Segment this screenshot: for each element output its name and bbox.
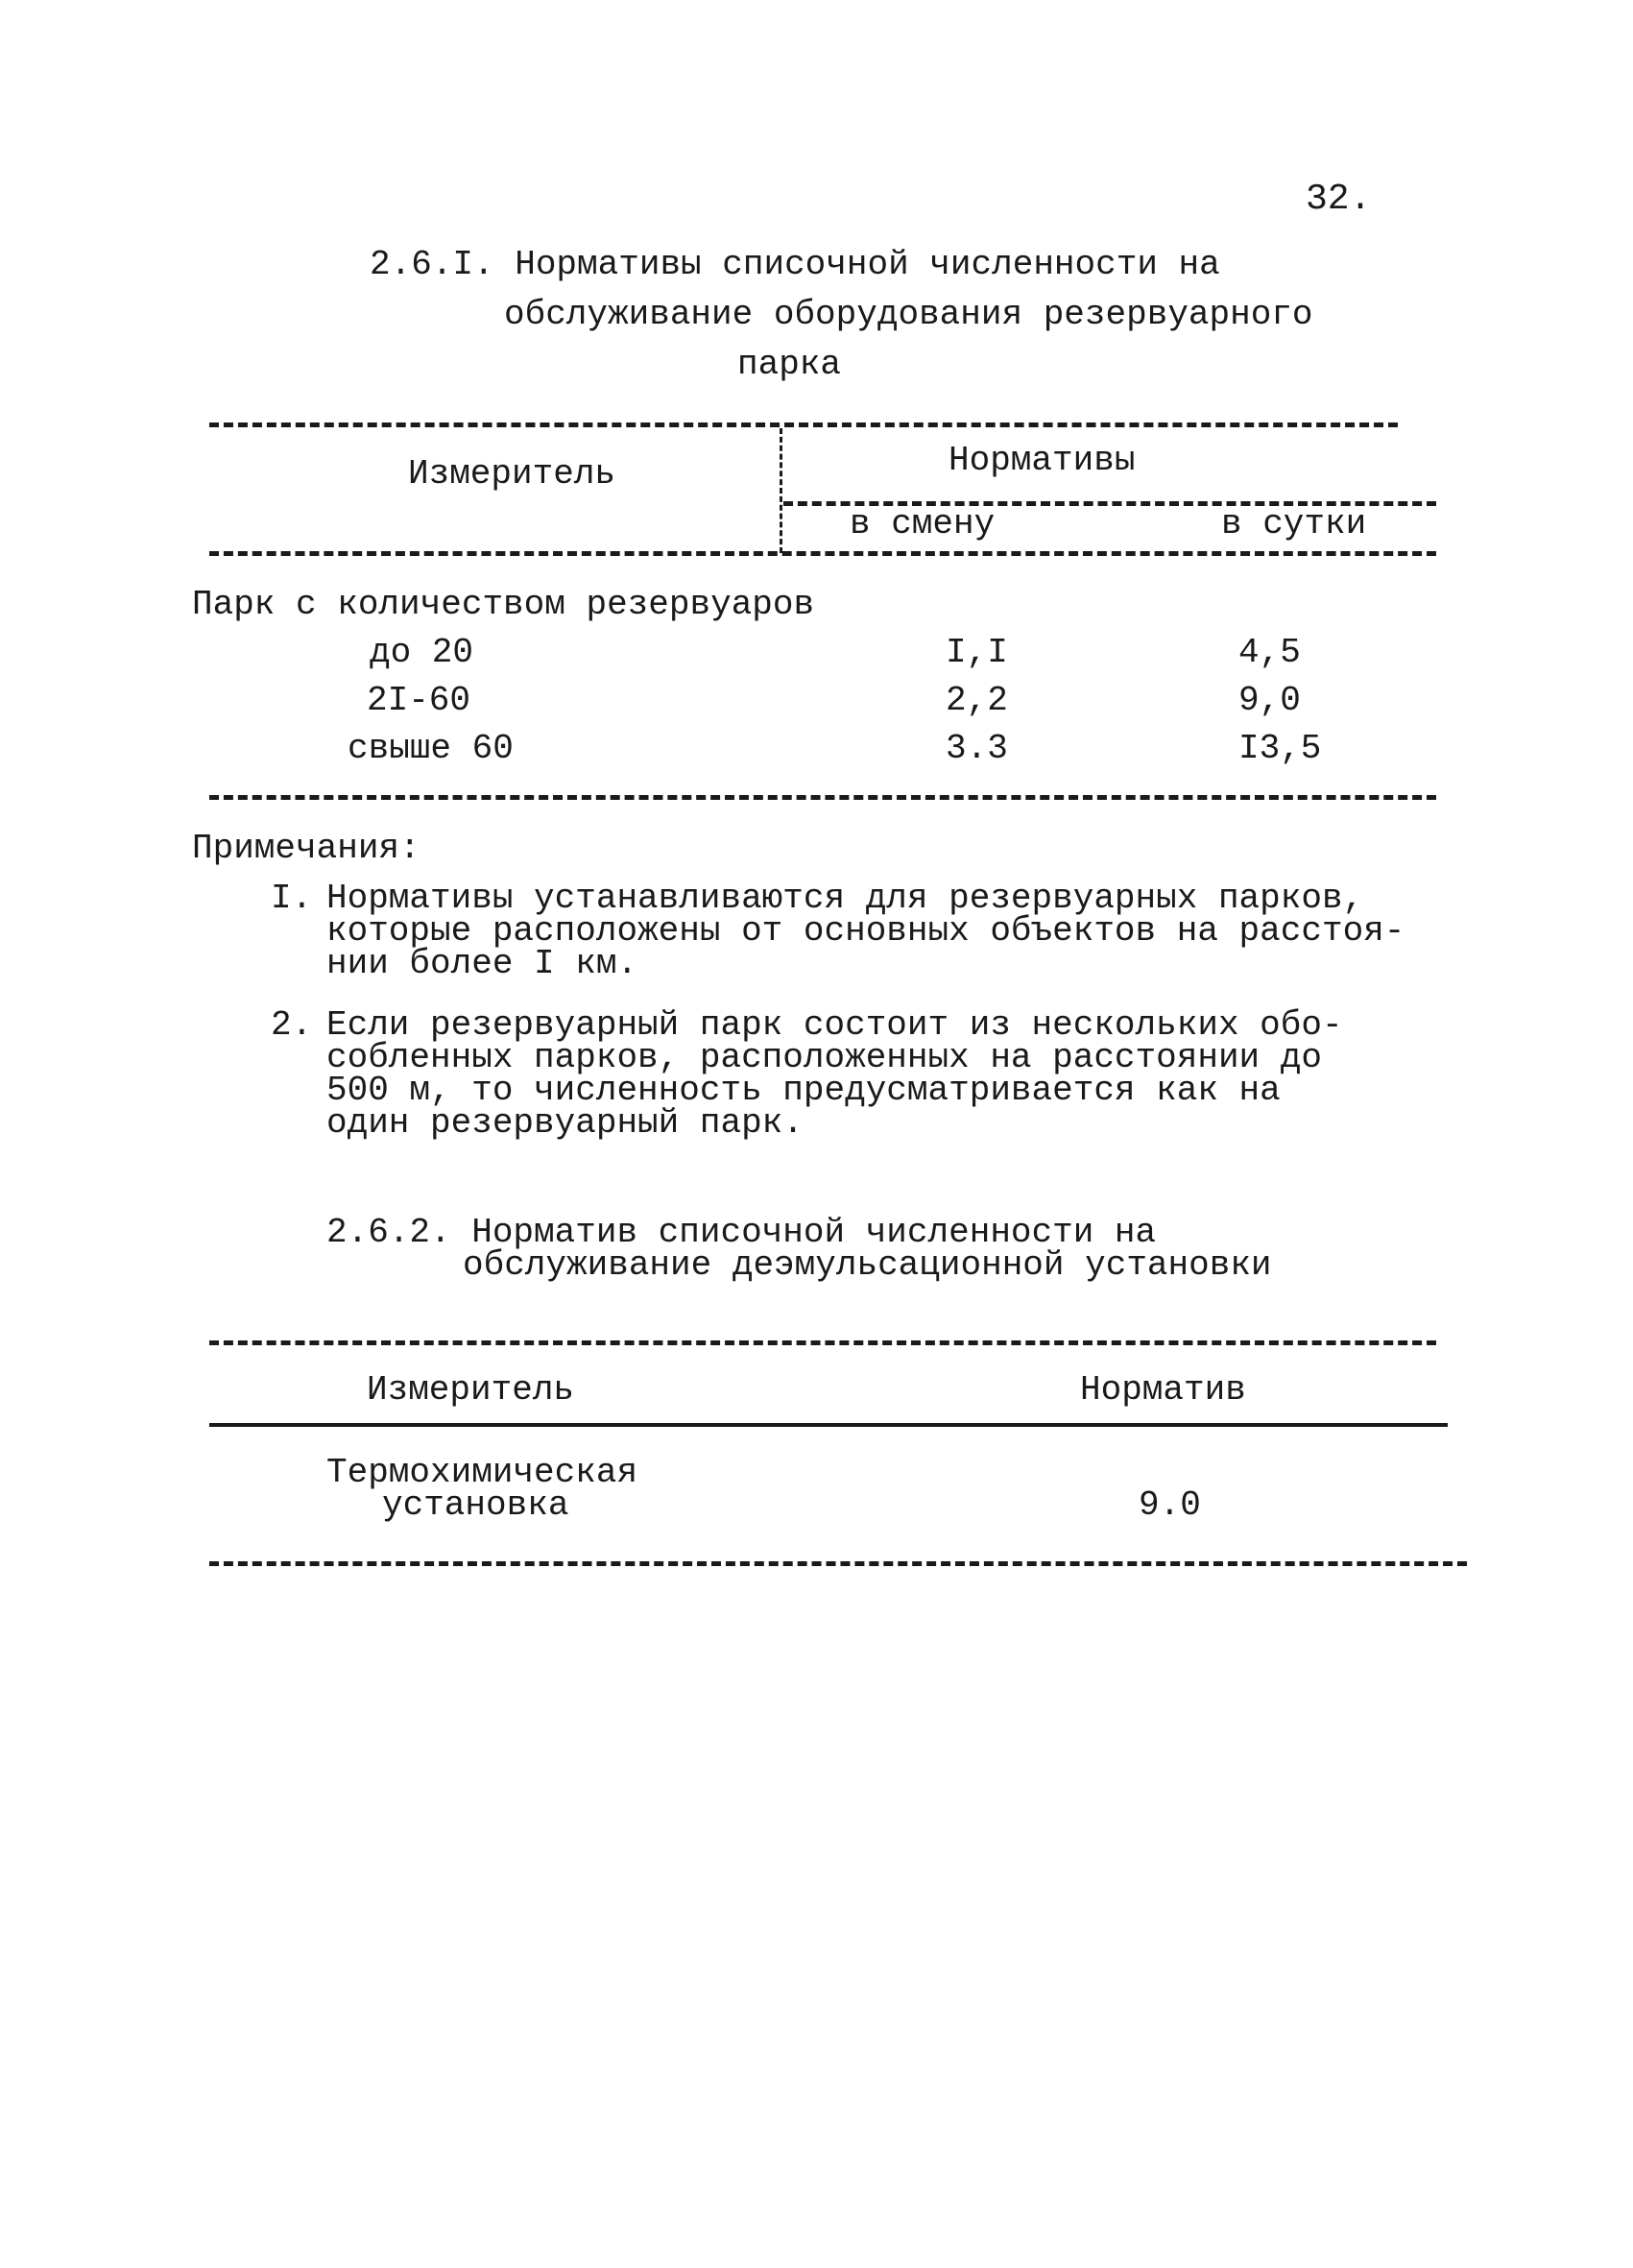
table2-bottom-rule [209, 1561, 1467, 1566]
note-line: которые расположены от основных объектов на расстоя- [326, 911, 1405, 951]
note-line: нии более I км. [326, 944, 638, 983]
section1-title-line2: обслуживание оборудования резервуарного [504, 295, 1313, 334]
section2-title-line2: обслуживание деэмульсационной установки [463, 1245, 1272, 1285]
note-line: Нормативы устанавливаются для резервуарных парков, [326, 879, 1364, 918]
notes-heading: Примечания: [192, 829, 420, 868]
table1-header-norms: Нормативы [949, 441, 1136, 480]
page-number: 32. [1306, 179, 1372, 220]
table1-header-day: в сутки [1221, 504, 1367, 543]
table1-header-measure: Измеритель [408, 454, 616, 494]
note-number: I. [271, 879, 313, 918]
row-label: 2I-60 [367, 681, 471, 720]
row-label: установка [382, 1485, 569, 1525]
row-shift: I,I [946, 633, 1008, 672]
row-day: 9,0 [1238, 681, 1301, 720]
section1-title-line3: парка [737, 345, 842, 384]
table2-header-measure: Измеритель [367, 1370, 575, 1410]
row-label: свыше 60 [348, 729, 514, 768]
row-label: Термохимическая [326, 1453, 638, 1492]
table1-bottom-rule [209, 795, 1436, 800]
section1-title-line1: 2.6.I. Нормативы списочной численности на [370, 245, 1220, 284]
row-shift: 2,2 [946, 681, 1008, 720]
note-line: собленных парков, расположенных на расстоянии до [326, 1038, 1322, 1077]
table1-group-label: Парк с количеством резервуаров [192, 585, 815, 624]
row-label: до 20 [370, 633, 474, 672]
table2-header-rule [209, 1423, 1448, 1427]
table1-column-divider [780, 428, 782, 553]
note-line: один резервуарный парк. [326, 1103, 804, 1143]
row-day: 4,5 [1238, 633, 1301, 672]
note-number: 2. [271, 1005, 313, 1045]
row-day: I3,5 [1238, 729, 1322, 768]
table2-top-rule [209, 1340, 1436, 1345]
note-line: Если резервуарный парк состоит из нескольких обо- [326, 1005, 1343, 1045]
row-value: 9.0 [1139, 1485, 1201, 1525]
table2-header-norm: Норматив [1080, 1370, 1246, 1410]
section2-title-line1: 2.6.2. Норматив списочной численности на [326, 1213, 1157, 1252]
table1-header-bottom-rule [209, 551, 1436, 556]
table1-top-rule [209, 422, 1398, 427]
note-line: 500 м, то численность предусматривается как на [326, 1071, 1281, 1110]
table1-header-shift: в смену [850, 504, 996, 543]
row-shift: 3.3 [946, 729, 1008, 768]
